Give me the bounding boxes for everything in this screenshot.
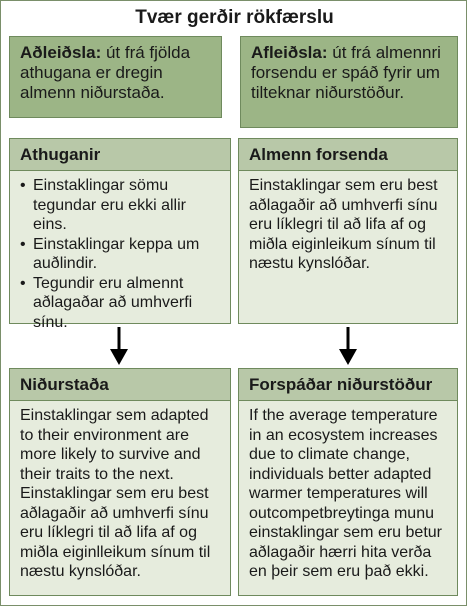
general-premise-box (238, 138, 458, 324)
down-arrow-icon (333, 325, 363, 367)
observations-box (9, 138, 231, 331)
inductive-definition-text: út frá fjölda athugana er dregin almenn niðurstaða. (20, 43, 191, 102)
observation-item: • Einstaklingar sömu tegundar eru ekki allir eins. (20, 176, 220, 235)
conclusion-heading: Niðurstaða (10, 369, 230, 401)
observations-list (20, 176, 220, 332)
general-premise-text: Einstaklingar sem eru best aðlagaðir að umhverfi sínu eru líklegri til að lifa af og miðla eiginleikum sínum til næstu kynslóðar. (249, 177, 438, 272)
diagram-title: Tvær gerðir rökfærslu (135, 7, 334, 28)
observation-item: • Tegundir eru almennt aðlagaðar að umhverfi sínu. (20, 274, 220, 333)
observations-heading: Athuganir (10, 139, 230, 171)
inductive-term: Aðleiðsla: (20, 43, 102, 62)
conclusion-text: Einstaklingar sem adapted to their environment are more likely to survive and their traits to the next. Einstaklingar sem eru best aðlagaðir að umhverfi sínu eru líklegri til að lifa af og miðla eiginlleikum sínum til næstu kynslóðar. (20, 407, 211, 580)
deductive-term: Afleiðsla: (251, 43, 328, 62)
general-premise-heading: Almenn forsenda (239, 139, 457, 171)
predicted-outcomes-box (238, 368, 458, 596)
inductive-definition (9, 36, 222, 118)
predicted-outcomes-text: If the average temperature in an ecosystem increases due to climate change, individuals better adapted warmer temperatures will outcompetbreytinga munu einstaklingar sem eru betur aðlagaðir hærri hita verða en þeir sem eru það ekki. (249, 407, 442, 580)
deductive-definition-text: út frá almennri forsendu er spáð fyrir um tilteknar niðurstöður. (251, 43, 441, 102)
down-arrow-icon (104, 325, 134, 367)
deductive-definition (240, 36, 458, 128)
conclusion-box (9, 368, 231, 596)
observation-item: • Einstaklingar keppa um auðlindir. (20, 235, 220, 274)
predicted-outcomes-heading: Forspáðar niðurstöður (239, 369, 457, 401)
